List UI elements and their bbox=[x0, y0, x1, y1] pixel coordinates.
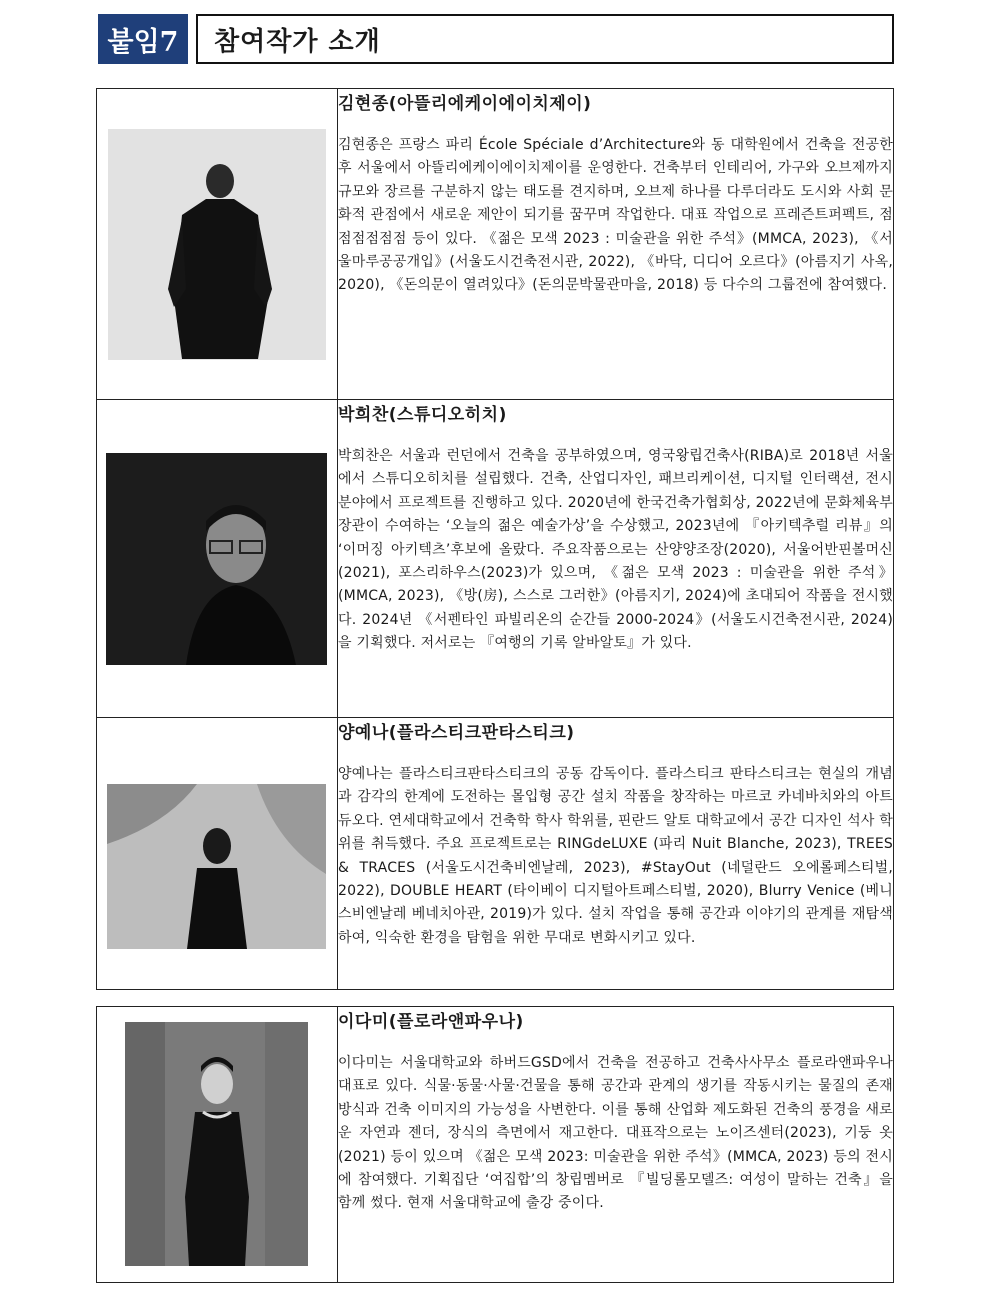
artist-photo-park bbox=[106, 453, 327, 665]
bio-cell bbox=[338, 1007, 894, 1283]
artist-row bbox=[97, 1007, 894, 1283]
artist-photo-yang bbox=[107, 784, 326, 949]
artist-name: 양예나(플라스티크판타스티크) bbox=[338, 723, 575, 743]
bio-cell bbox=[338, 400, 894, 718]
photo-cell bbox=[97, 89, 338, 400]
artist-bio: 김현종은 프랑스 파리 École Spéciale d’Architecture와 동 대학원에서 건축을 전공한 후 서울에서 아뜰리에케이에이치제이를 운영한다. 건축부터 인테리어, 가구와 오브제까지 규모와 장르를 구분하지 않는 태도를 견지하며, 오브제 하나를 다루더라도 도시와 사회 문화적 관점에서 새로운 제안이 되기를 꿈꾸며 작업한다. 대표 작업으로 프레즌트퍼펙트, 점점점점점점 등이 있다. 《젊은 모색 2023 : 미술관을 위한 주석》(MMCA, 2023), 《서울마루공공개입》(서울도시건축전시관, 2022), 《바닥, 디디어 오르다》(아름지기 사옥, 2020), 《돈의문이 열려있다》(돈의문박물관마을, 2018) 등 다수의 그룹전에 참여했다. bbox=[338, 137, 893, 294]
portrait-image bbox=[108, 129, 326, 360]
page-title bbox=[196, 14, 894, 64]
artist-name: 이다미(플로라앤파우나) bbox=[338, 1012, 524, 1032]
artist-bio: 박희찬은 서울과 런던에서 건축을 공부하였으며, 영국왕립건축사(RIBA)로 2018년 서울에서 스튜디오히치를 설립했다. 건축, 산업디자인, 패브리케이션, 디지털 인터랙션, 전시 분야에서 프로젝트를 진행하고 있다. 2020년에 한국건축가협회상, 2022년에 문화체육부장관이 수여하는 ‘오늘의 젊은 예술가상’을 수상했고, 2023년에 『아키텍추럴 리뷰』의 ‘이머징 아키텍츠’후보에 올랐다. 주요작품으로는 산양양조장(2020), 서울어반핀볼머신(2021), 포스리하우스(2023)가 있으며, 《젊은 모색 2023 : 미술관을 위한 주석》(MMCA, 2023), 《방(房), 스스로 그러한》(아름지기, 2024)에 초대되어 작품을 전시했다. 2024년 《서펜타인 파빌리온의 순간들 2000-2024》(서울도시건축전시관, 2024)을 기획했다. 저서로는 『여행의 기록 알바알토』가 있다. bbox=[338, 448, 893, 652]
artist-photo-lee bbox=[125, 1022, 308, 1266]
artist-table bbox=[96, 88, 894, 990]
artist-table bbox=[96, 1006, 894, 1283]
bio-cell bbox=[338, 89, 894, 400]
portrait-image bbox=[125, 1022, 308, 1266]
artist-photo-kim bbox=[108, 129, 326, 360]
attachment-badge: 붙임7 bbox=[98, 14, 188, 64]
artist-name: 박희찬(스튜디오히치) bbox=[338, 405, 507, 425]
artist-bio: 이다미는 서울대학교와 하버드GSD에서 건축을 전공하고 건축사사무소 플로라앤파우나 대표로 있다. 식물·동물·사물·건물을 통해 공간과 관계의 생기를 작동시키는 물질의 존재 방식과 건축 이미지의 가능성을 사변한다. 이를 통해 산업화 제도화된 건축의 풍경을 새로운 자연과 젠더, 장식의 측면에서 재고한다. 대표작으로는 노이즈센터(2023), 기둥 옷(2021) 등이 있으며 《젊은 모색 2023: 미술관을 위한 주석》(MMCA, 2023) 등의 전시에 참여했다. 기획집단 ‘여집합’의 창립멤버로 『빌딩롤모델즈: 여성이 말하는 건축』을 함께 썼다. 현재 서울대학교에 출강 중이다. bbox=[338, 1055, 893, 1212]
artist-row bbox=[97, 400, 894, 718]
artist-row bbox=[97, 89, 894, 400]
photo-cell bbox=[97, 718, 338, 990]
portrait-image bbox=[106, 453, 327, 665]
bio-clip bbox=[338, 718, 893, 980]
photo-cell bbox=[97, 400, 338, 718]
portrait-image bbox=[107, 784, 326, 949]
photo-cell bbox=[97, 1007, 338, 1283]
bio-cell bbox=[338, 718, 894, 990]
page-title-text: 참여작가 소개 bbox=[214, 26, 381, 57]
artist-row bbox=[97, 718, 894, 990]
artist-name: 김현종(아뜰리에케이에이치제이) bbox=[338, 94, 592, 114]
artist-bio: 양예나는 플라스티크판타스티크의 공동 감독이다. 플라스티크 판타스티크는 현실의 개념과 감각의 한계에 도전하는 몰입형 공간 설치 작품을 창작하는 마르코 카네바치와의 아트 듀오다. 연세대학교에서 건축학 학사 학위를, 핀란드 알토 대학교에서 공간 디자인 석사 학위를 취득했다. 주요 프로젝트로는 RINGdeLUXE (파리 Nuit Blanche, 2023), TREES & TRACES (서울도시건축비엔날레, 2023), #StayOut (네덜란드 오에롤페스티벌, 2022), DOUBLE HEART (타이베이 디지털아트페스티벌, 2020), Blurry Venice (베니스비엔날레 베네치아관, 2019)가 있다. 설치 작업을 통해 공간과 이야기의 관계를 재탐색하여, 익숙한 환경을 탐험을 위한 무대로 변화시키고 있다. bbox=[338, 766, 893, 946]
